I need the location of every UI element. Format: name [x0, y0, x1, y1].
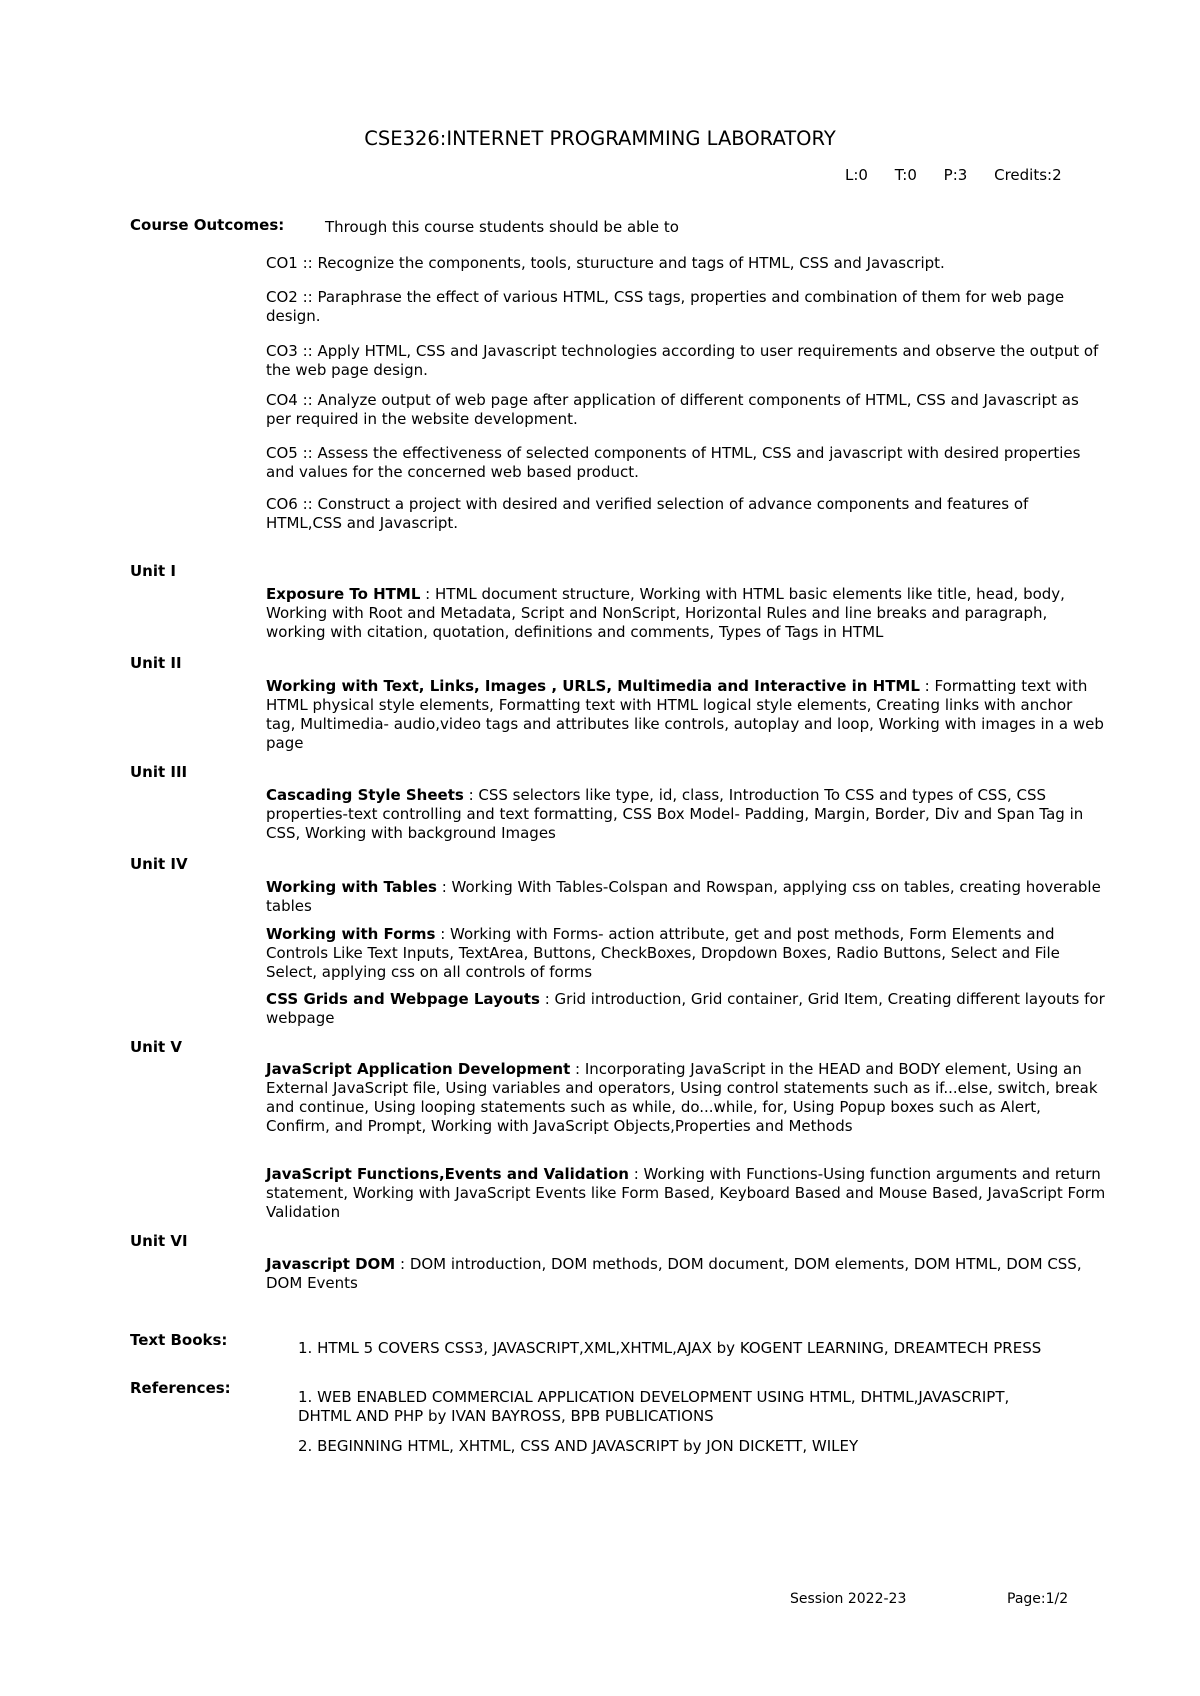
- unit-topic: [266, 925, 1106, 982]
- page-title: CSE326:INTERNET PROGRAMMING LABORATORY: [364, 127, 836, 150]
- topic-title: Exposure To HTML: [266, 585, 421, 603]
- topic-title: Working with Tables: [266, 878, 437, 896]
- unit-topic: [266, 990, 1106, 1028]
- unit-label: Unit I: [130, 562, 176, 580]
- lecture-hours: L:0: [845, 166, 868, 184]
- topic-text: : HTML document structure, Working with HTML basic elements like title, head, body, Working with Root and Metadata, Script and NonScript, Horizontal Rules and line breaks and paragraph, working with citation, quotation, definitions and comments, Types of Tags in HTML: [266, 585, 1065, 641]
- topic-text: : Working with Functions-Using function arguments and return statement, Working with JavaScript Events like Form Based, Keyboard Based and Mouse Based, JavaScript Form Validation: [266, 1165, 1106, 1221]
- topic-title: JavaScript Functions,Events and Validation: [266, 1165, 629, 1183]
- unit-label: Unit VI: [130, 1232, 188, 1250]
- course-outcome-5: CO5 :: Assess the effectiveness of selected components of HTML, CSS and javascript with desired properties and values for the concerned web based product.: [266, 444, 1081, 481]
- topic-title: Cascading Style Sheets: [266, 786, 464, 804]
- unit-topic: [266, 585, 1106, 642]
- topic-text: : DOM introduction, DOM methods, DOM document, DOM elements, DOM HTML, DOM CSS, DOM Events: [266, 1255, 1082, 1292]
- topic-text: : Working With Tables-Colspan and Rowspan, applying css on tables, creating hoverable tables: [266, 878, 1101, 915]
- textbooks-label: Text Books:: [130, 1331, 228, 1349]
- course-outcome-1: CO1 :: Recognize the components, tools, sturucture and tags of HTML, CSS and Javascript.: [266, 254, 945, 272]
- unit-topic: [266, 677, 1106, 753]
- session-label: Session 2022-23: [790, 1591, 907, 1607]
- course-outcome-2: CO2 :: Paraphrase the effect of various HTML, CSS tags, properties and combination of them for web page design.: [266, 288, 1065, 325]
- topic-title: CSS Grids and Webpage Layouts: [266, 990, 540, 1008]
- topic-text: : Formatting text with HTML physical style elements, Formatting text with HTML logical style elements, Creating links with anchor tag, Multimedia- audio,video tags and attributes like controls, autoplay and loop, Working with images in a web page: [266, 677, 1104, 752]
- unit-topic: [266, 786, 1106, 843]
- topic-text: : CSS selectors like type, id, class, Introduction To CSS and types of CSS, CSS properties-text controlling and text formatting, CSS Box Model- Padding, Margin, Border, Div and Span Tag in CSS, Working with background Images: [266, 786, 1084, 842]
- unit-label: Unit IV: [130, 855, 188, 873]
- topic-title: JavaScript Application Development: [266, 1060, 571, 1078]
- course-outcomes-intro: Through this course students should be able to: [325, 218, 679, 236]
- tutorial-hours: T:0: [894, 166, 917, 184]
- unit-topic: [266, 1255, 1106, 1293]
- unit-label: Unit V: [130, 1038, 183, 1056]
- topic-title: Working with Forms: [266, 925, 436, 943]
- topic-text: : Incorporating JavaScript in the HEAD and BODY element, Using an External JavaScript file, Using variables and operators, Using control statements such as if...else, switch, break and continue, Using looping statements such as while, do...while, for, Using Popup boxes such as Alert, Confirm, and Prompt, Working with JavaScript Objects,Properties and Methods: [266, 1060, 1098, 1135]
- references-label: References:: [130, 1379, 231, 1397]
- reference-item: 1. WEB ENABLED COMMERCIAL APPLICATION DEVELOPMENT USING HTML, DHTML,JAVASCRIPT, DHTML AND PHP by IVAN BAYROSS, BPB PUBLICATIONS: [298, 1388, 1010, 1425]
- topic-text: : Working with Forms- action attribute, get and post methods, Form Elements and Controls Like Text Inputs, TextArea, Buttons, CheckBoxes, Dropdown Boxes, Radio Buttons, Select and File Select, applying css on all controls of forms: [266, 925, 1060, 981]
- topic-title: Working with Text, Links, Images , URLS, Multimedia and Interactive in HTML: [266, 677, 920, 695]
- unit-label: Unit II: [130, 654, 182, 672]
- course-outcome-6: CO6 :: Construct a project with desired and verified selection of advance components and features of HTML,CSS and Javascript.: [266, 495, 1029, 532]
- reference-item: 2. BEGINNING HTML, XHTML, CSS AND JAVASCRIPT by JON DICKETT, WILEY: [298, 1437, 859, 1455]
- unit-topic: [266, 1165, 1106, 1222]
- course-outcome-4: CO4 :: Analyze output of web page after application of different components of HTML, CSS and Javascript as per required in the website development.: [266, 391, 1079, 428]
- topic-text: : Grid introduction, Grid container, Grid Item, Creating different layouts for webpage: [266, 990, 1105, 1027]
- unit-label: Unit III: [130, 763, 188, 781]
- course-outcomes-label: Course Outcomes:: [130, 216, 285, 234]
- page-number: Page:1/2: [1007, 1591, 1069, 1607]
- course-outcome-3: CO3 :: Apply HTML, CSS and Javascript technologies according to user requirements and observe the output of the web page design.: [266, 342, 1099, 379]
- unit-topic: [266, 878, 1106, 916]
- textbook-item: 1. HTML 5 COVERS CSS3, JAVASCRIPT,XML,XHTML,AJAX by KOGENT LEARNING, DREAMTECH PRESS: [298, 1339, 1042, 1357]
- practical-hours: P:3: [943, 166, 968, 184]
- credit-structure: [845, 166, 1062, 185]
- unit-topic: [266, 1060, 1106, 1136]
- topic-title: Javascript DOM: [266, 1255, 396, 1273]
- credits: Credits:2: [994, 166, 1062, 184]
